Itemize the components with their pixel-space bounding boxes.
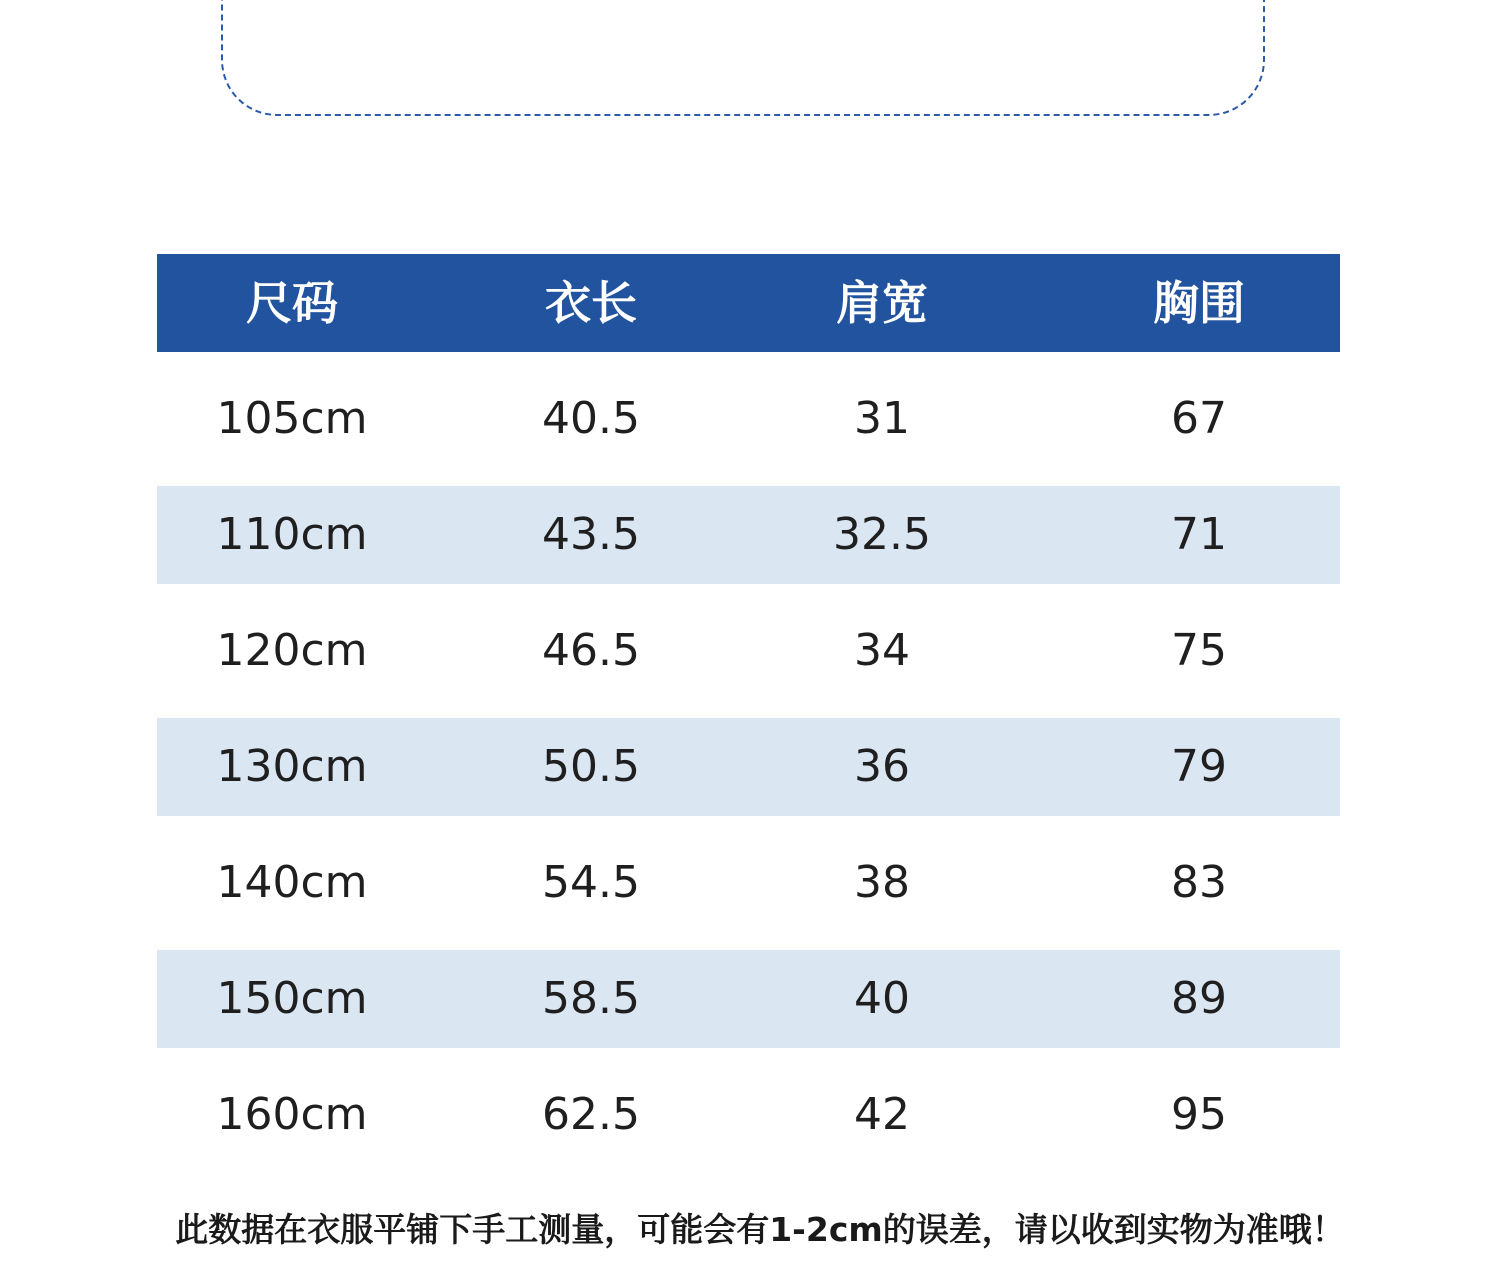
header-chest: 胸围 xyxy=(1153,276,1245,330)
cell-shoulder: 36 xyxy=(854,741,910,792)
table-header xyxy=(157,254,1340,352)
size-chart-table xyxy=(157,254,1340,1164)
cell-size: 150cm xyxy=(216,973,368,1024)
cell-chest: 71 xyxy=(1171,509,1227,560)
dashed-info-box xyxy=(221,0,1265,116)
table-row xyxy=(157,718,1340,816)
cell-length: 40.5 xyxy=(542,393,640,444)
cell-length: 58.5 xyxy=(542,973,640,1024)
cell-size: 105cm xyxy=(216,393,368,444)
header-shoulder: 肩宽 xyxy=(836,276,928,330)
cell-shoulder: 42 xyxy=(854,1089,910,1140)
cell-size: 140cm xyxy=(216,857,368,908)
cell-length: 62.5 xyxy=(542,1089,640,1140)
table-row xyxy=(157,834,1340,932)
cell-size: 120cm xyxy=(216,625,368,676)
table-body xyxy=(157,370,1340,1164)
header-size: 尺码 xyxy=(246,276,338,330)
cell-chest: 67 xyxy=(1171,393,1227,444)
cell-chest: 89 xyxy=(1171,973,1227,1024)
cell-chest: 83 xyxy=(1171,857,1227,908)
cell-size: 110cm xyxy=(216,509,368,560)
cell-length: 46.5 xyxy=(542,625,640,676)
cell-shoulder: 32.5 xyxy=(833,509,931,560)
cell-shoulder: 38 xyxy=(854,857,910,908)
cell-shoulder: 40 xyxy=(854,973,910,1024)
cell-size: 160cm xyxy=(216,1089,368,1140)
table-row xyxy=(157,950,1340,1048)
table-row xyxy=(157,1066,1340,1164)
cell-length: 50.5 xyxy=(542,741,640,792)
cell-chest: 95 xyxy=(1171,1089,1227,1140)
table-row xyxy=(157,602,1340,700)
cell-chest: 79 xyxy=(1171,741,1227,792)
table-row xyxy=(157,370,1340,468)
cell-size: 130cm xyxy=(216,741,368,792)
cell-chest: 75 xyxy=(1171,625,1227,676)
cell-length: 54.5 xyxy=(542,857,640,908)
cell-length: 43.5 xyxy=(542,509,640,560)
measurement-note: 此数据在衣服平铺下手工测量，可能会有1-2cm的误差，请以收到实物为准哦！ xyxy=(175,1210,1345,1249)
cell-shoulder: 34 xyxy=(854,625,910,676)
cell-shoulder: 31 xyxy=(854,393,910,444)
header-length: 衣长 xyxy=(545,276,637,330)
table-row xyxy=(157,486,1340,584)
